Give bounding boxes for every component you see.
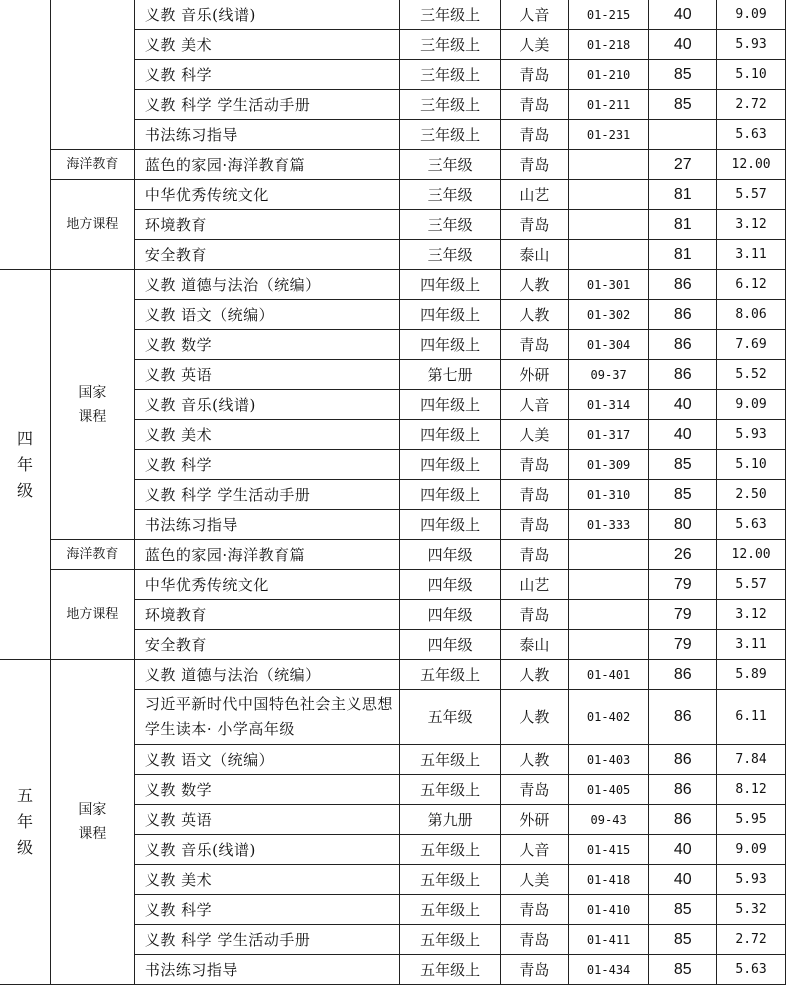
publisher: 人教 bbox=[501, 745, 569, 775]
volume: 四年级上 bbox=[400, 480, 501, 510]
book-title: 义教 英语 bbox=[134, 805, 399, 835]
volume: 三年级上 bbox=[400, 0, 501, 30]
unit-price: 5.10 bbox=[717, 450, 786, 480]
book-title: 义教 科学 学生活动手册 bbox=[134, 925, 399, 955]
publisher: 青岛 bbox=[501, 600, 569, 630]
volume: 三年级 bbox=[400, 150, 501, 180]
catalog-code: 01-304 bbox=[568, 330, 649, 360]
quantity: 40 bbox=[649, 865, 717, 895]
volume: 四年级上 bbox=[400, 270, 501, 300]
book-title: 蓝色的家园·海洋教育篇 bbox=[134, 540, 399, 570]
unit-price: 5.93 bbox=[717, 865, 786, 895]
quantity: 85 bbox=[649, 60, 717, 90]
unit-price: 7.69 bbox=[717, 330, 786, 360]
publisher: 人音 bbox=[501, 835, 569, 865]
book-title: 义教 道德与法治（统编） bbox=[134, 660, 399, 690]
unit-price: 6.12 bbox=[717, 270, 786, 300]
category-label: 国家课程 bbox=[51, 270, 135, 540]
volume: 四年级上 bbox=[400, 300, 501, 330]
publisher: 外研 bbox=[501, 360, 569, 390]
catalog-code: 01-218 bbox=[568, 30, 649, 60]
category-label: 海洋教育 bbox=[51, 150, 135, 180]
book-title: 环境教育 bbox=[134, 600, 399, 630]
volume: 五年级上 bbox=[400, 660, 501, 690]
unit-price: 5.57 bbox=[717, 180, 786, 210]
quantity: 27 bbox=[649, 150, 717, 180]
category-label: 地方课程 bbox=[51, 180, 135, 270]
unit-price: 5.63 bbox=[717, 120, 786, 150]
book-title: 义教 音乐(线谱) bbox=[134, 390, 399, 420]
unit-price: 2.72 bbox=[717, 90, 786, 120]
unit-price: 7.84 bbox=[717, 745, 786, 775]
quantity: 40 bbox=[649, 390, 717, 420]
quantity: 40 bbox=[649, 835, 717, 865]
quantity: 86 bbox=[649, 330, 717, 360]
volume: 三年级 bbox=[400, 210, 501, 240]
catalog-code bbox=[568, 180, 649, 210]
quantity: 81 bbox=[649, 210, 717, 240]
book-title: 义教 美术 bbox=[134, 420, 399, 450]
unit-price: 5.57 bbox=[717, 570, 786, 600]
book-title: 义教 科学 学生活动手册 bbox=[134, 480, 399, 510]
unit-price: 5.10 bbox=[717, 60, 786, 90]
volume: 四年级 bbox=[400, 570, 501, 600]
catalog-code: 01-401 bbox=[568, 660, 649, 690]
volume: 三年级上 bbox=[400, 60, 501, 90]
book-title: 蓝色的家园·海洋教育篇 bbox=[134, 150, 399, 180]
unit-price: 12.00 bbox=[717, 540, 786, 570]
publisher: 青岛 bbox=[501, 60, 569, 90]
catalog-code bbox=[568, 630, 649, 660]
volume: 四年级上 bbox=[400, 450, 501, 480]
book-title: 义教 科学 bbox=[134, 895, 399, 925]
catalog-code: 01-310 bbox=[568, 480, 649, 510]
quantity: 40 bbox=[649, 30, 717, 60]
unit-price: 3.11 bbox=[717, 240, 786, 270]
unit-price: 9.09 bbox=[717, 835, 786, 865]
unit-price: 2.72 bbox=[717, 925, 786, 955]
book-title: 义教 语文（统编） bbox=[134, 300, 399, 330]
quantity: 86 bbox=[649, 360, 717, 390]
book-title: 书法练习指导 bbox=[134, 510, 399, 540]
quantity: 85 bbox=[649, 90, 717, 120]
catalog-code: 01-333 bbox=[568, 510, 649, 540]
volume: 五年级上 bbox=[400, 775, 501, 805]
table-row bbox=[0, 570, 786, 600]
book-title: 义教 美术 bbox=[134, 30, 399, 60]
table-row bbox=[0, 0, 786, 30]
catalog-code: 01-403 bbox=[568, 745, 649, 775]
publisher: 青岛 bbox=[501, 480, 569, 510]
quantity: 86 bbox=[649, 775, 717, 805]
unit-price: 5.93 bbox=[717, 420, 786, 450]
publisher: 青岛 bbox=[501, 330, 569, 360]
publisher: 人音 bbox=[501, 0, 569, 30]
category-label: 国家课程 bbox=[51, 660, 135, 985]
book-title: 中华优秀传统文化 bbox=[134, 570, 399, 600]
quantity: 40 bbox=[649, 420, 717, 450]
catalog-code: 01-411 bbox=[568, 925, 649, 955]
catalog-code: 01-301 bbox=[568, 270, 649, 300]
unit-price: 5.63 bbox=[717, 510, 786, 540]
quantity: 80 bbox=[649, 510, 717, 540]
book-title: 安全教育 bbox=[134, 240, 399, 270]
volume: 三年级上 bbox=[400, 30, 501, 60]
unit-price: 12.00 bbox=[717, 150, 786, 180]
quantity: 85 bbox=[649, 450, 717, 480]
volume: 五年级上 bbox=[400, 925, 501, 955]
volume: 四年级上 bbox=[400, 420, 501, 450]
publisher: 人美 bbox=[501, 420, 569, 450]
quantity: 86 bbox=[649, 660, 717, 690]
unit-price: 3.12 bbox=[717, 210, 786, 240]
quantity: 81 bbox=[649, 240, 717, 270]
volume: 三年级上 bbox=[400, 120, 501, 150]
catalog-code: 01-231 bbox=[568, 120, 649, 150]
volume: 三年级上 bbox=[400, 90, 501, 120]
quantity: 86 bbox=[649, 805, 717, 835]
catalog-code: 01-211 bbox=[568, 90, 649, 120]
quantity: 79 bbox=[649, 630, 717, 660]
publisher: 人教 bbox=[501, 270, 569, 300]
quantity: 86 bbox=[649, 690, 717, 745]
catalog-code bbox=[568, 240, 649, 270]
publisher: 青岛 bbox=[501, 510, 569, 540]
book-title: 书法练习指导 bbox=[134, 120, 399, 150]
catalog-code bbox=[568, 150, 649, 180]
unit-price: 8.12 bbox=[717, 775, 786, 805]
grade-label bbox=[0, 0, 51, 270]
publisher: 青岛 bbox=[501, 775, 569, 805]
catalog-code: 09-43 bbox=[568, 805, 649, 835]
unit-price: 9.09 bbox=[717, 390, 786, 420]
unit-price: 2.50 bbox=[717, 480, 786, 510]
publisher: 人教 bbox=[501, 690, 569, 745]
unit-price: 5.93 bbox=[717, 30, 786, 60]
publisher: 青岛 bbox=[501, 90, 569, 120]
volume: 五年级上 bbox=[400, 745, 501, 775]
quantity: 86 bbox=[649, 745, 717, 775]
publisher: 青岛 bbox=[501, 540, 569, 570]
quantity bbox=[649, 120, 717, 150]
publisher: 人音 bbox=[501, 390, 569, 420]
unit-price: 9.09 bbox=[717, 0, 786, 30]
volume: 五年级上 bbox=[400, 955, 501, 985]
catalog-code bbox=[568, 600, 649, 630]
quantity: 81 bbox=[649, 180, 717, 210]
catalog-code: 01-215 bbox=[568, 0, 649, 30]
unit-price: 5.95 bbox=[717, 805, 786, 835]
volume: 五年级 bbox=[400, 690, 501, 745]
category-label bbox=[51, 0, 135, 150]
catalog-code: 01-405 bbox=[568, 775, 649, 805]
catalog-code bbox=[568, 570, 649, 600]
unit-price: 3.12 bbox=[717, 600, 786, 630]
table-row bbox=[0, 270, 786, 300]
catalog-code: 01-317 bbox=[568, 420, 649, 450]
publisher: 人美 bbox=[501, 30, 569, 60]
volume: 四年级 bbox=[400, 600, 501, 630]
catalog-code bbox=[568, 540, 649, 570]
volume: 四年级 bbox=[400, 630, 501, 660]
book-title: 习近平新时代中国特色社会主义思想学生读本· 小学高年级 bbox=[134, 690, 399, 745]
catalog-code: 01-302 bbox=[568, 300, 649, 330]
table-row bbox=[0, 540, 786, 570]
table-row bbox=[0, 660, 786, 690]
unit-price: 5.32 bbox=[717, 895, 786, 925]
volume: 五年级上 bbox=[400, 895, 501, 925]
book-title: 义教 音乐(线谱) bbox=[134, 0, 399, 30]
category-label: 海洋教育 bbox=[51, 540, 135, 570]
quantity: 86 bbox=[649, 300, 717, 330]
publisher: 青岛 bbox=[501, 450, 569, 480]
book-title: 环境教育 bbox=[134, 210, 399, 240]
publisher: 青岛 bbox=[501, 150, 569, 180]
unit-price: 5.63 bbox=[717, 955, 786, 985]
publisher: 泰山 bbox=[501, 630, 569, 660]
book-title: 中华优秀传统文化 bbox=[134, 180, 399, 210]
volume: 第七册 bbox=[400, 360, 501, 390]
quantity: 85 bbox=[649, 895, 717, 925]
volume: 四年级上 bbox=[400, 510, 501, 540]
table-row bbox=[0, 150, 786, 180]
grade-label: 五年级 bbox=[0, 660, 51, 985]
quantity: 85 bbox=[649, 955, 717, 985]
publisher: 青岛 bbox=[501, 895, 569, 925]
book-title: 义教 数学 bbox=[134, 330, 399, 360]
publisher: 青岛 bbox=[501, 120, 569, 150]
volume: 第九册 bbox=[400, 805, 501, 835]
catalog-code: 01-418 bbox=[568, 865, 649, 895]
catalog-code: 01-434 bbox=[568, 955, 649, 985]
catalog-code: 09-37 bbox=[568, 360, 649, 390]
catalog-code: 01-314 bbox=[568, 390, 649, 420]
unit-price: 5.89 bbox=[717, 660, 786, 690]
catalog-code: 01-410 bbox=[568, 895, 649, 925]
unit-price: 5.52 bbox=[717, 360, 786, 390]
publisher: 泰山 bbox=[501, 240, 569, 270]
volume: 四年级上 bbox=[400, 330, 501, 360]
volume: 四年级 bbox=[400, 540, 501, 570]
volume: 三年级 bbox=[400, 180, 501, 210]
quantity: 40 bbox=[649, 0, 717, 30]
book-title: 义教 美术 bbox=[134, 865, 399, 895]
book-title: 义教 英语 bbox=[134, 360, 399, 390]
publisher: 山艺 bbox=[501, 180, 569, 210]
book-title: 义教 道德与法治（统编） bbox=[134, 270, 399, 300]
quantity: 79 bbox=[649, 570, 717, 600]
catalog-code: 01-402 bbox=[568, 690, 649, 745]
unit-price: 3.11 bbox=[717, 630, 786, 660]
publisher: 外研 bbox=[501, 805, 569, 835]
publisher: 山艺 bbox=[501, 570, 569, 600]
publisher: 青岛 bbox=[501, 955, 569, 985]
book-title: 义教 科学 bbox=[134, 450, 399, 480]
book-title: 义教 科学 学生活动手册 bbox=[134, 90, 399, 120]
volume: 五年级上 bbox=[400, 835, 501, 865]
book-title: 义教 数学 bbox=[134, 775, 399, 805]
quantity: 85 bbox=[649, 480, 717, 510]
book-title: 义教 语文（统编） bbox=[134, 745, 399, 775]
quantity: 86 bbox=[649, 270, 717, 300]
catalog-code: 01-415 bbox=[568, 835, 649, 865]
unit-price: 6.11 bbox=[717, 690, 786, 745]
book-title: 义教 科学 bbox=[134, 60, 399, 90]
catalog-code: 01-210 bbox=[568, 60, 649, 90]
quantity: 26 bbox=[649, 540, 717, 570]
book-title: 义教 音乐(线谱) bbox=[134, 835, 399, 865]
catalog-code bbox=[568, 210, 649, 240]
catalog-code: 01-309 bbox=[568, 450, 649, 480]
table-row bbox=[0, 180, 786, 210]
quantity: 85 bbox=[649, 925, 717, 955]
volume: 三年级 bbox=[400, 240, 501, 270]
grade-label: 四年级 bbox=[0, 270, 51, 660]
publisher: 青岛 bbox=[501, 210, 569, 240]
book-title: 安全教育 bbox=[134, 630, 399, 660]
book-title: 书法练习指导 bbox=[134, 955, 399, 985]
publisher: 人美 bbox=[501, 865, 569, 895]
publisher: 青岛 bbox=[501, 925, 569, 955]
publisher: 人教 bbox=[501, 300, 569, 330]
volume: 五年级上 bbox=[400, 865, 501, 895]
category-label: 地方课程 bbox=[51, 570, 135, 660]
volume: 四年级上 bbox=[400, 390, 501, 420]
quantity: 79 bbox=[649, 600, 717, 630]
unit-price: 8.06 bbox=[717, 300, 786, 330]
publisher: 人教 bbox=[501, 660, 569, 690]
